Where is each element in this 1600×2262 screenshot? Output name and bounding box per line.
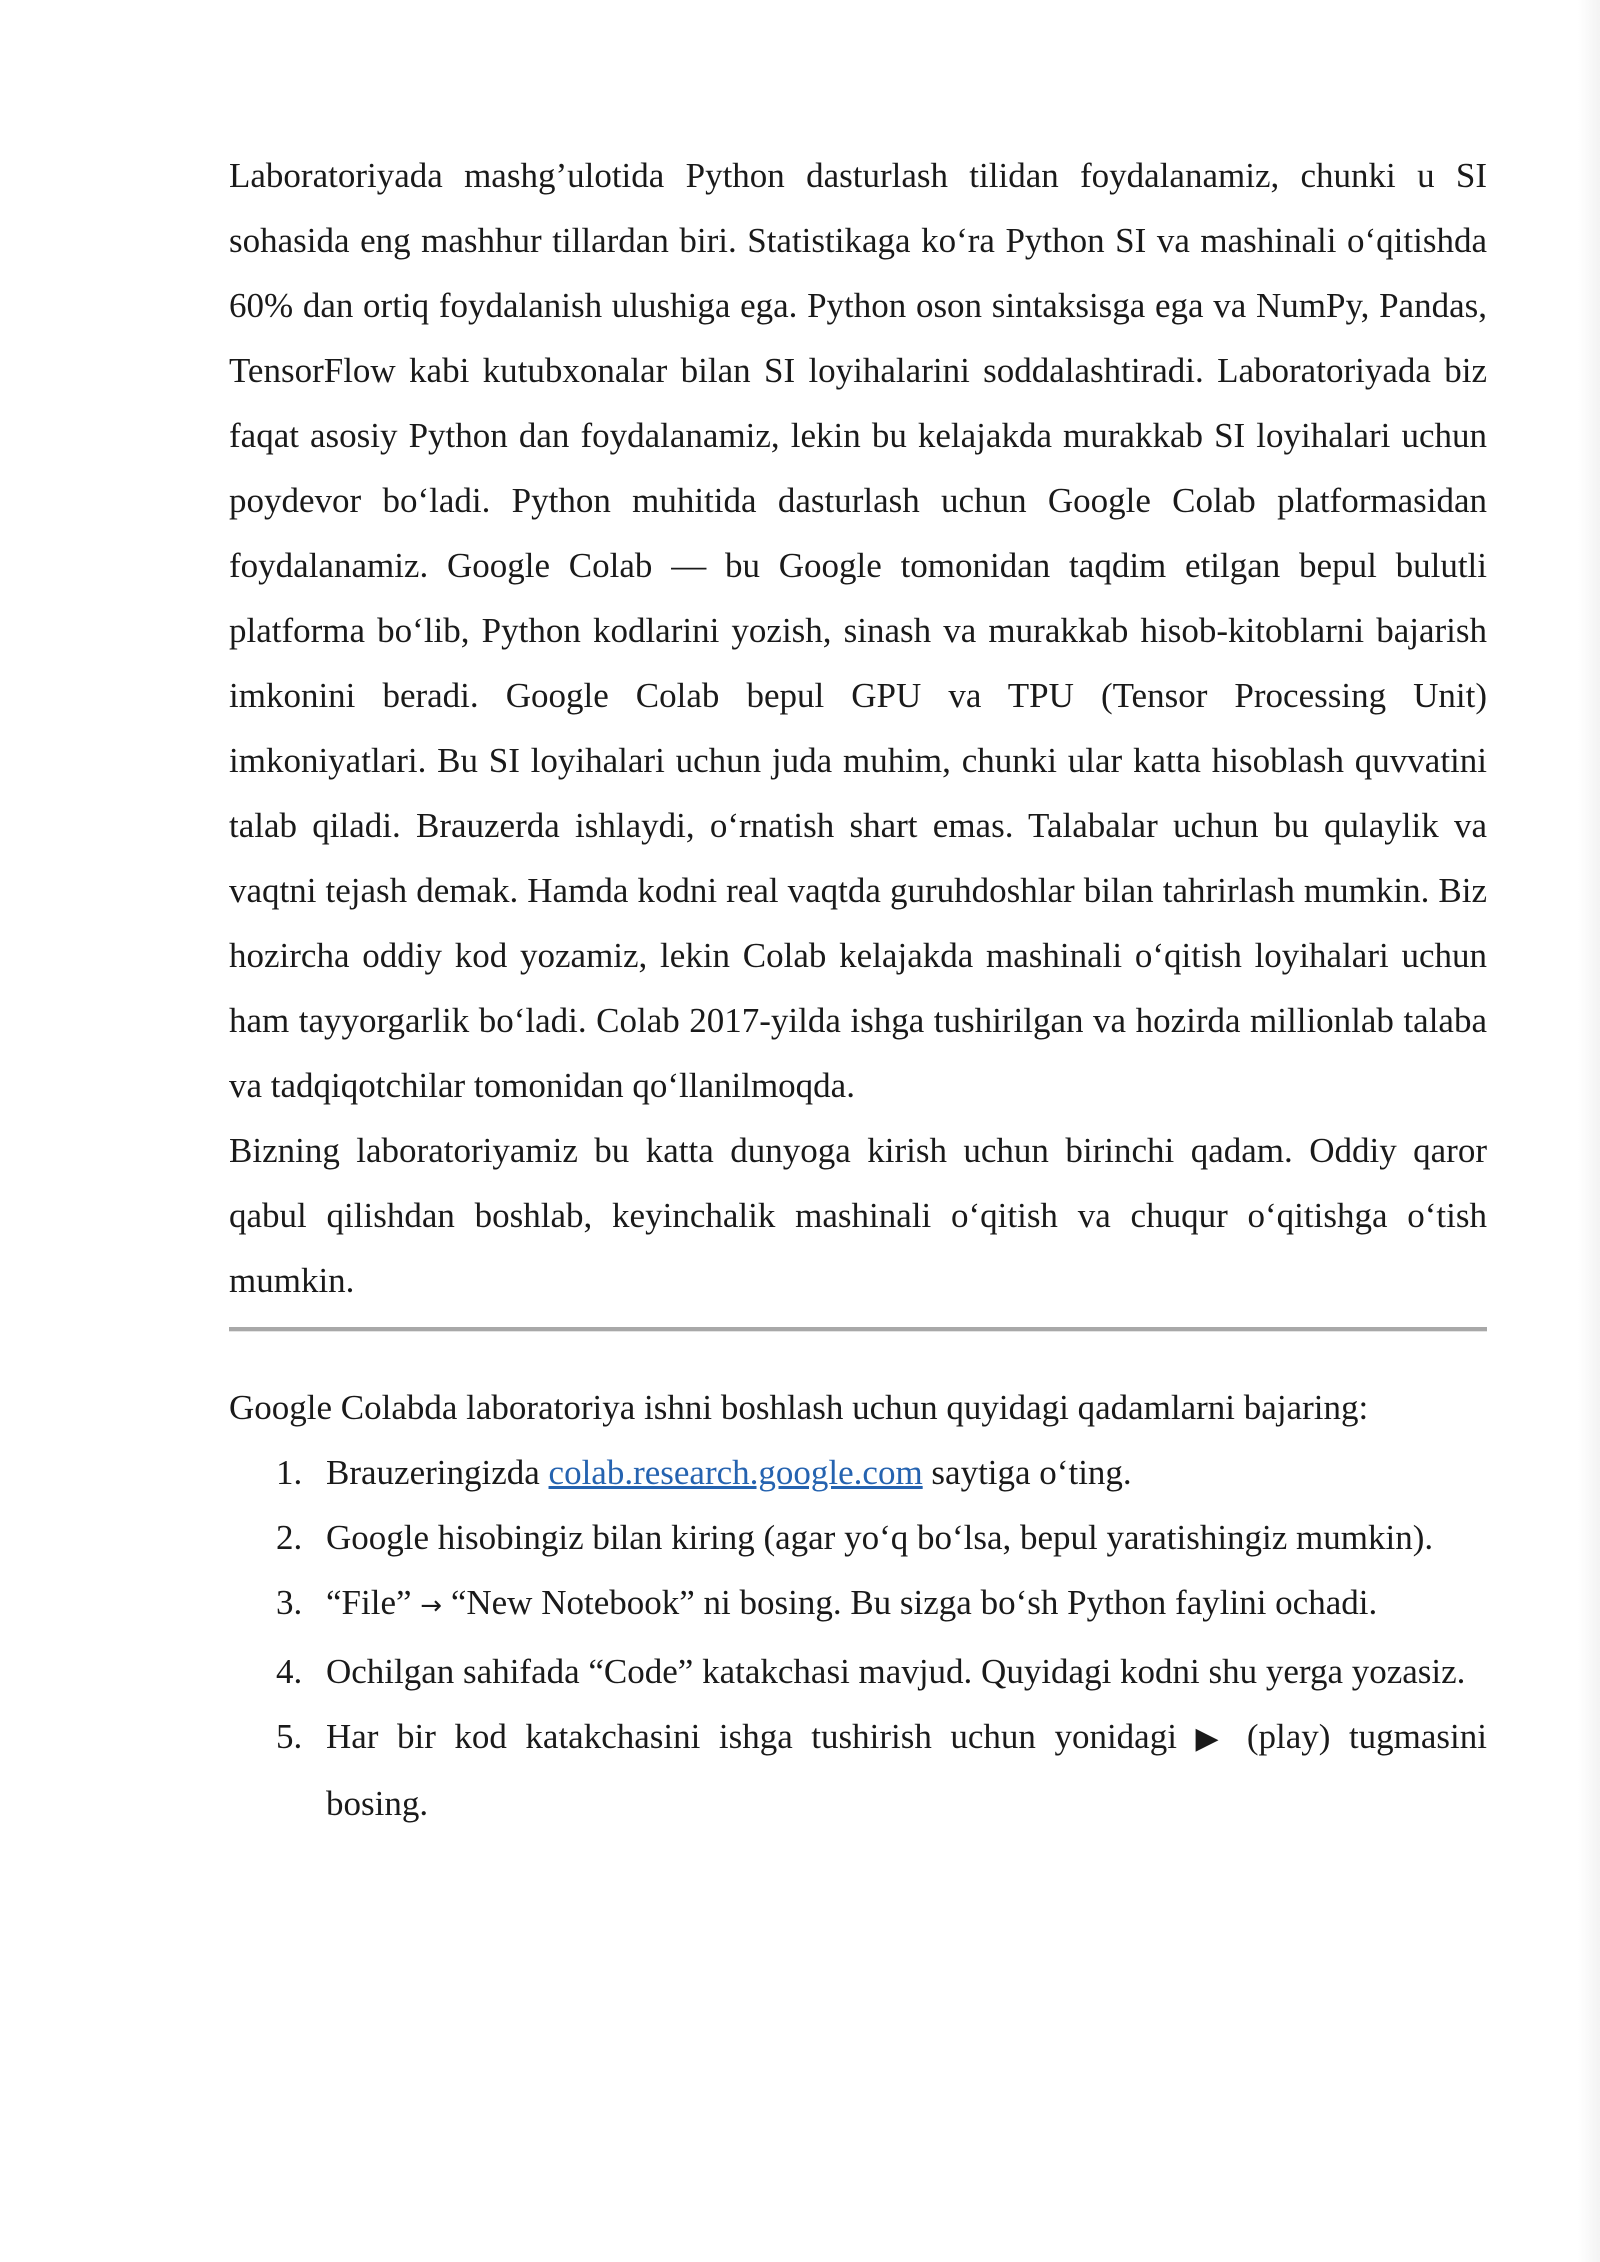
step-item-5 — [229, 1704, 1487, 1836]
step-text: Google hisobingiz bilan kiring (agar yo‘q bo‘lsa, bepul yaratishingiz mumkin). — [326, 1518, 1434, 1557]
step-item-3 — [229, 1570, 1487, 1639]
step-item-2 — [229, 1505, 1487, 1570]
steps-list — [229, 1440, 1487, 1836]
step-text: “File” — [326, 1583, 421, 1622]
steps-intro: Google Colabda laboratoriya ishni boshlash uchun quyidagi qadamlarni bajaring: — [229, 1388, 1369, 1427]
step-item-4 — [229, 1639, 1487, 1704]
paragraph-first-step: Bizning laboratoriyamiz bu katta dunyoga kirish uchun birinchi qadam. Oddiy qaror qabul qilishdan boshlab, keyinchalik mashinali o‘qitish va chuqur o‘qitishga o‘tish mumkin. — [229, 1131, 1487, 1300]
step-number: 1. — [276, 1453, 303, 1492]
horizontal-divider — [229, 1327, 1487, 1331]
step-text: saytiga o‘ting. — [922, 1453, 1132, 1492]
step-text: Brauzeringizda — [326, 1453, 549, 1492]
step-text: Ochilgan sahifada “Code” katakchasi mavjud. Quyidagi kodni shu yerga yozasiz. — [326, 1652, 1466, 1691]
document-body — [229, 143, 1487, 1836]
step-number: 3. — [276, 1583, 303, 1622]
page-edge-shadow — [1578, 0, 1600, 2262]
step-number: 5. — [276, 1717, 303, 1756]
step-text: “New Notebook” ni bosing. Bu sizga bo‘sh Python faylini ochadi. — [442, 1583, 1378, 1622]
step-text: Har bir kod katakchasini ishga tushirish uchun yonidagi — [326, 1717, 1196, 1756]
arrow-right-icon: → — [420, 1591, 443, 1621]
step-item-1 — [229, 1440, 1487, 1505]
step-text: (play) tugmasini bosing. — [326, 1717, 1488, 1823]
colab-link[interactable]: colab.research.google.com — [548, 1453, 923, 1492]
step-number: 2. — [276, 1518, 303, 1557]
play-icon: ▶ — [1195, 1721, 1229, 1756]
step-number: 4. — [276, 1652, 303, 1691]
paragraph-python-colab-intro: Laboratoriyada mashg’ulotida Python dasturlash tilidan foydalanamiz, chunki u SI sohasida eng mashhur tillardan biri. Statistikaga ko‘ra Python SI va mashinali o‘qitishda 60% dan ortiq foydalanish ulushiga ega. Python oson sintaksisga ega va NumPy, Pandas, TensorFlow kabi kutubxonalar bilan SI loyihalarini soddalashtiradi. Laboratoriyada biz faqat asosiy Python dan foydalanamiz, lekin bu kelajakda murakkab SI loyihalari uchun poydevor bo‘ladi. Python muhitida dasturlash uchun Google Colab platformasidan foydalanamiz. Google Colab — bu Google tomonidan taqdim etilgan bepul bulutli platforma bo‘lib, Python kodlarini yozish, sinash va murakkab hisob-kitoblarni bajarish imkonini beradi. Google Colab bepul GPU va TPU (Tensor Processing Unit) imkoniyatlari. Bu SI loyihalari uchun juda muhim, chunki ular katta hisoblash quvvatini talab qiladi. Brauzerda ishlaydi, o‘rnatish shart emas. Talabalar uchun bu qulaylik va vaqtni tejash demak. Hamda kodni real vaqtda guruhdoshlar bilan tahrirlash mumkin. Biz hozircha oddiy kod yozamiz, lekin Colab kelajakda mashinali o‘qitish loyihalari uchun ham tayyorgarlik bo‘ladi. Colab 2017-yilda ishga tushirilgan va hozirda millionlab talaba va tadqiqotchilar tomonidan qo‘llanilmoqda. — [229, 156, 1487, 1105]
